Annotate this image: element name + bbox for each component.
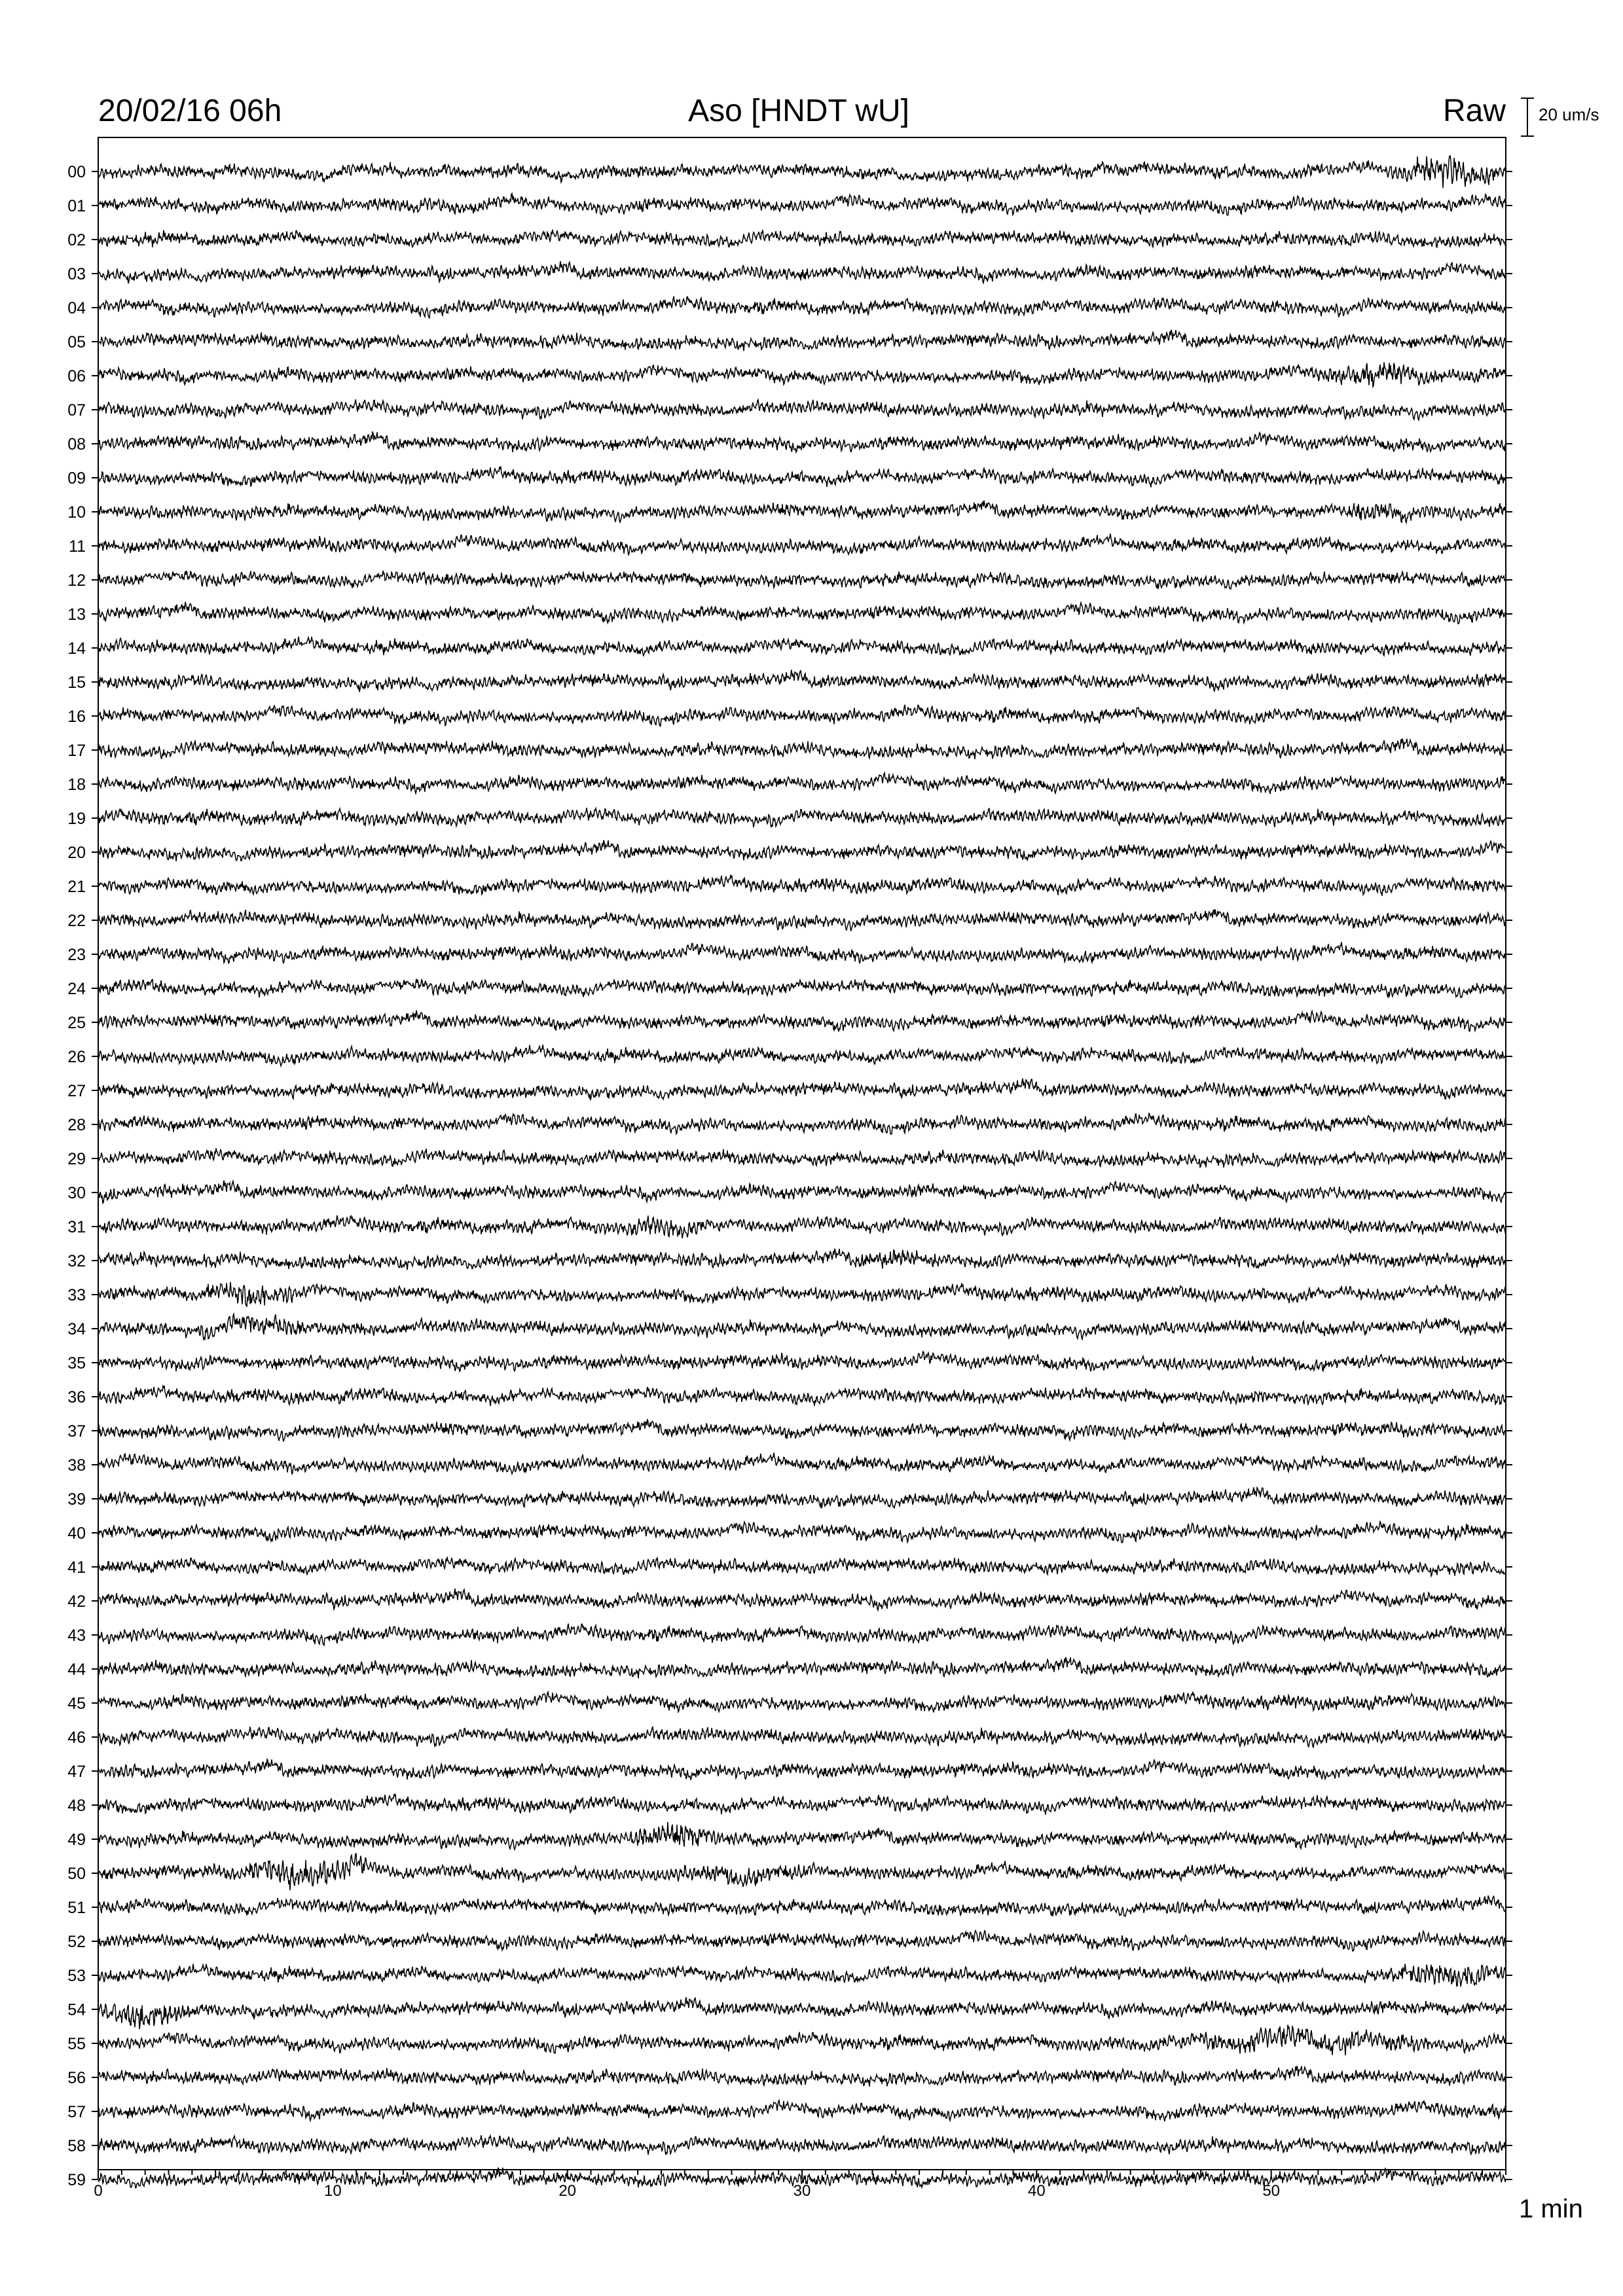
trace-row-33 (98, 1282, 1506, 1307)
row-label-04: 04 (67, 299, 86, 317)
row-label-53: 53 (67, 1967, 86, 1985)
trace-row-04 (98, 296, 1506, 318)
trace-row-03 (98, 261, 1506, 283)
x-tick-label-0: 0 (94, 2182, 103, 2200)
row-label-51: 51 (67, 1899, 86, 1917)
row-label-39: 39 (67, 1490, 86, 1509)
trace-row-15 (98, 670, 1506, 692)
trace-row-50 (98, 1854, 1506, 1890)
row-label-29: 29 (67, 1150, 86, 1168)
trace-row-25 (98, 1011, 1506, 1032)
trace-row-51 (98, 1895, 1506, 1916)
row-label-16: 16 (67, 708, 86, 726)
amplitude-scale-label: 20 um/s (1539, 105, 1599, 124)
row-label-30: 30 (67, 1184, 86, 1202)
row-label-52: 52 (67, 1933, 86, 1951)
x-tick-label-30: 30 (793, 2182, 811, 2200)
row-label-15: 15 (67, 673, 86, 692)
row-label-03: 03 (67, 265, 86, 283)
row-label-18: 18 (67, 776, 86, 794)
scale-bar (1521, 98, 1534, 136)
trace-row-16 (98, 705, 1506, 726)
row-label-10: 10 (67, 503, 86, 522)
trace-row-12 (98, 571, 1506, 589)
trace-row-26 (98, 1045, 1506, 1066)
trace-row-05 (98, 330, 1506, 351)
x-tick-label-10: 10 (323, 2182, 342, 2200)
row-label-44: 44 (67, 1660, 86, 1679)
trace-row-19 (98, 808, 1506, 827)
row-label-49: 49 (67, 1831, 86, 1849)
trace-row-11 (98, 533, 1506, 555)
date-hour-label: 20/02/16 06h (98, 94, 282, 128)
x-tick-label-50: 50 (1262, 2182, 1281, 2200)
row-label-28: 28 (67, 1116, 86, 1134)
row-label-50: 50 (67, 1865, 86, 1883)
row-label-07: 07 (67, 401, 86, 420)
x-tick-label-40: 40 (1027, 2182, 1046, 2200)
trace-row-41 (98, 1557, 1506, 1576)
row-label-59: 59 (67, 2171, 86, 2189)
trace-row-35 (98, 1352, 1506, 1372)
row-label-35: 35 (67, 1354, 86, 1372)
trace-row-55 (98, 2025, 1506, 2056)
row-label-08: 08 (67, 435, 86, 454)
trace-row-47 (98, 1759, 1506, 1780)
row-label-46: 46 (67, 1729, 86, 1747)
trace-row-40 (98, 1522, 1506, 1543)
trace-row-32 (98, 1249, 1506, 1270)
row-label-58: 58 (67, 2137, 86, 2155)
row-label-25: 25 (67, 1014, 86, 1032)
trace-row-24 (98, 979, 1506, 997)
trace-row-54 (98, 1997, 1506, 2029)
trace-row-02 (98, 230, 1506, 247)
row-label-41: 41 (67, 1558, 86, 1577)
row-label-20: 20 (67, 844, 86, 862)
trace-row-30 (98, 1180, 1506, 1203)
row-label-24: 24 (67, 980, 86, 998)
row-label-48: 48 (67, 1797, 86, 1815)
trace-row-18 (98, 773, 1506, 794)
row-label-12: 12 (67, 571, 86, 590)
row-label-05: 05 (67, 333, 86, 351)
row-label-19: 19 (67, 810, 86, 828)
trace-row-20 (98, 840, 1506, 861)
row-label-56: 56 (67, 2069, 86, 2087)
trace-row-27 (98, 1079, 1506, 1100)
row-label-21: 21 (67, 878, 86, 896)
trace-row-36 (98, 1386, 1506, 1406)
row-label-00: 00 (67, 163, 86, 181)
row-label-26: 26 (67, 1048, 86, 1066)
trace-row-28 (98, 1113, 1506, 1134)
trace-row-06 (98, 362, 1506, 386)
row-label-34: 34 (67, 1320, 86, 1338)
trace-row-42 (98, 1588, 1506, 1610)
row-label-55: 55 (67, 2035, 86, 2053)
row-label-42: 42 (67, 1592, 86, 1611)
trace-row-39 (98, 1487, 1506, 1508)
row-label-36: 36 (67, 1388, 86, 1407)
filter-mode-label: Raw (1442, 94, 1506, 128)
row-label-57: 57 (67, 2103, 86, 2121)
trace-row-53 (98, 1964, 1506, 1987)
x-axis-unit-label: 1 min (1519, 2195, 1583, 2223)
trace-row-58 (98, 2135, 1506, 2155)
trace-row-09 (98, 467, 1506, 488)
trace-row-43 (98, 1624, 1506, 1645)
trace-row-10 (98, 501, 1506, 523)
row-label-32: 32 (67, 1252, 86, 1270)
row-label-38: 38 (67, 1456, 86, 1475)
trace-row-00 (98, 156, 1506, 188)
trace-row-45 (98, 1692, 1506, 1713)
row-label-43: 43 (67, 1626, 86, 1645)
row-label-13: 13 (67, 605, 86, 624)
row-label-17: 17 (67, 742, 86, 760)
label-group (67, 163, 1280, 2200)
trace-row-07 (98, 399, 1506, 420)
trace-row-29 (98, 1148, 1506, 1167)
row-label-47: 47 (67, 1763, 86, 1781)
row-label-02: 02 (67, 231, 86, 249)
trace-row-48 (98, 1794, 1506, 1815)
row-label-06: 06 (67, 367, 86, 386)
trace-row-44 (98, 1657, 1506, 1678)
row-label-45: 45 (67, 1695, 86, 1713)
row-label-31: 31 (67, 1218, 86, 1236)
row-label-22: 22 (67, 912, 86, 930)
trace-row-13 (98, 602, 1506, 624)
row-label-37: 37 (67, 1422, 86, 1441)
row-label-14: 14 (67, 639, 86, 658)
trace-row-37 (98, 1419, 1506, 1441)
trace-row-38 (98, 1453, 1506, 1475)
station-title: Aso [HNDT wU] (688, 94, 909, 128)
row-label-54: 54 (67, 2001, 86, 2019)
row-label-27: 27 (67, 1082, 86, 1100)
row-label-40: 40 (67, 1524, 86, 1543)
trace-row-23 (98, 942, 1506, 963)
trace-row-56 (98, 2066, 1506, 2087)
trace-row-17 (98, 738, 1506, 759)
trace-row-52 (98, 1930, 1506, 1951)
row-label-11: 11 (69, 537, 86, 556)
trace-group (98, 156, 1506, 2188)
trace-row-46 (98, 1727, 1506, 1747)
trace-row-31 (98, 1215, 1506, 1238)
row-label-01: 01 (67, 197, 86, 215)
trace-row-08 (98, 432, 1506, 452)
trace-row-57 (98, 2100, 1506, 2121)
trace-row-14 (98, 637, 1506, 656)
trace-row-01 (98, 194, 1506, 215)
row-label-09: 09 (67, 469, 86, 488)
trace-row-21 (98, 875, 1506, 896)
x-tick-label-20: 20 (558, 2182, 577, 2200)
row-label-33: 33 (67, 1286, 86, 1304)
trace-row-34 (98, 1314, 1506, 1340)
row-label-23: 23 (67, 946, 86, 964)
trace-row-49 (98, 1822, 1506, 1850)
trace-row-22 (98, 909, 1506, 931)
